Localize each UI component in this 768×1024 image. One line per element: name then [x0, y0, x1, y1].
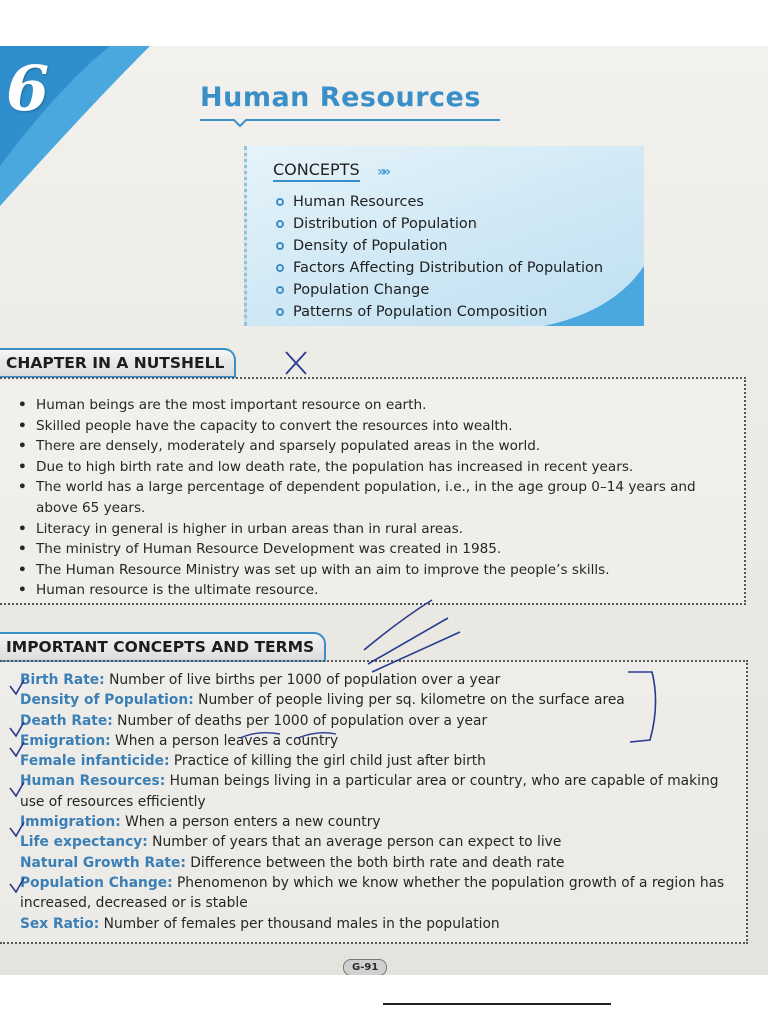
circle-bullet-icon [276, 220, 284, 228]
term-definition: Number of deaths per 1000 of population over a year [112, 712, 488, 729]
bottom-margin [0, 975, 768, 1024]
circle-bullet-icon [276, 308, 284, 316]
term-name: Natural Growth Rate: [20, 854, 186, 871]
terms-list [20, 670, 740, 934]
nutshell-text: Human beings are the most important resource on earth. [36, 397, 427, 413]
circle-bullet-icon [276, 286, 284, 294]
double-chevron-icon: »» [377, 164, 388, 180]
list-item [14, 457, 734, 478]
term-row [20, 832, 740, 852]
concepts-heading: CONCEPTS [273, 160, 360, 182]
list-item [14, 519, 734, 540]
list-item [14, 539, 734, 560]
term-name: Birth Rate: [20, 672, 105, 688]
concept-label: Factors Affecting Distribution of Population [293, 260, 604, 276]
bullet-icon: • [18, 458, 27, 475]
circle-bullet-icon [276, 242, 284, 250]
term-row [20, 873, 740, 914]
concept-label: Human Resources [293, 194, 424, 210]
term-name: Female infanticide: [20, 753, 170, 770]
term-name: Immigration: [20, 814, 121, 831]
term-definition: Number of years that an average person can expect to live [147, 834, 562, 851]
term-definition: Difference between the both birth rate and death rate [185, 854, 565, 871]
term-row [20, 690, 740, 710]
list-item [14, 436, 734, 457]
signature-line [383, 1003, 611, 1005]
term-row [20, 853, 740, 873]
term-name: Population Change: [20, 874, 173, 891]
bullet-icon: • [18, 541, 27, 558]
list-item [14, 395, 734, 416]
nutshell-text: Human resource is the ultimate resource. [36, 582, 319, 599]
bullet-icon: • [18, 582, 27, 599]
nutshell-text: Due to high birth rate and low death rate, the population has increased in recent years. [36, 458, 634, 475]
list-item [14, 560, 734, 581]
concept-item [276, 191, 603, 213]
term-definition: When a person leaves a country [110, 732, 339, 749]
circle-bullet-icon [276, 198, 284, 206]
term-definition: When a person enters a new country [120, 814, 381, 831]
concept-item [276, 279, 603, 301]
nutshell-text: The Human Resource Ministry was set up with an aim to improve the people’s skills. [36, 561, 610, 578]
bullet-icon: • [18, 417, 27, 434]
concept-item [276, 235, 603, 257]
nutshell-heading: CHAPTER IN A NUTSHELL [0, 348, 236, 378]
term-row [20, 771, 740, 812]
bullet-icon: • [18, 397, 27, 413]
list-item [14, 477, 734, 518]
bullet-icon: • [18, 561, 27, 578]
nutshell-text: Skilled people have the capacity to convert the resources into wealth. [36, 417, 513, 434]
title-underline [200, 118, 500, 128]
nutshell-text: The world has a large percentage of dependent population, i.e., in the age group 0–14 years and above 65 years. [36, 479, 696, 516]
term-name: Life expectancy: [20, 834, 148, 851]
term-definition: Number of live births per 1000 of population over a year [104, 672, 501, 688]
term-name: Density of Population: [20, 692, 194, 709]
term-row [20, 731, 740, 751]
circle-bullet-icon [276, 264, 284, 272]
concepts-list [276, 191, 603, 323]
nutshell-text: Literacy in general is higher in urban areas than in rural areas. [36, 520, 463, 537]
term-name: Emigration: [20, 732, 111, 749]
term-definition: Phenomenon by which we know whether the population growth of a region has increased, decreased or is stable [20, 874, 725, 912]
top-margin [0, 0, 768, 46]
nutshell-text: The ministry of Human Resource Development was created in 1985. [36, 541, 502, 558]
term-definition: Practice of killing the girl child just after birth [169, 753, 486, 770]
bullet-icon: • [18, 520, 27, 537]
term-row [20, 711, 740, 731]
chapter-title: Human Resources [200, 82, 481, 113]
concept-item [276, 213, 603, 235]
term-name: Human Resources: [20, 773, 166, 790]
concept-label: Population Change [293, 282, 430, 298]
page-number: G-91 [343, 959, 387, 976]
term-name: Sex Ratio: [20, 915, 100, 932]
concept-label: Density of Population [293, 238, 448, 254]
concept-item [276, 301, 603, 323]
chapter-number: 6 [6, 52, 50, 125]
term-row [20, 914, 740, 934]
concept-label: Distribution of Population [293, 216, 477, 232]
term-definition: Human beings living in a particular area or country, who are capable of making use of resources efficiently [20, 773, 719, 810]
term-row [20, 670, 740, 690]
list-item [14, 416, 734, 437]
concept-label: Patterns of Population Composition [293, 304, 548, 320]
bullet-icon: • [18, 479, 27, 496]
term-row [20, 751, 740, 771]
bullet-icon: • [18, 438, 27, 455]
nutshell-text: There are densely, moderately and sparsely populated areas in the world. [36, 438, 541, 455]
term-definition: Number of people living per sq. kilometre on the surface area [193, 692, 625, 709]
nutshell-list [14, 395, 734, 601]
term-row [20, 812, 740, 832]
terms-heading: IMPORTANT CONCEPTS AND TERMS [0, 632, 326, 662]
concept-item [276, 257, 603, 279]
list-item [14, 580, 734, 601]
term-name: Death Rate: [20, 712, 113, 729]
term-definition: Number of females per thousand males in the population [99, 915, 500, 932]
